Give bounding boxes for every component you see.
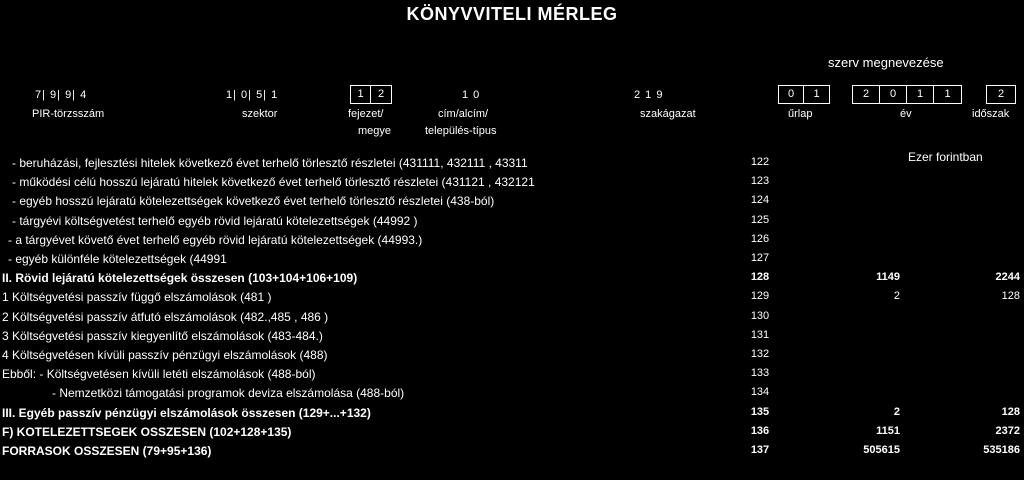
row-value-prev: 505615 (863, 444, 900, 456)
row-description: F) KOTELEZETTSEGEK OSSZESEN (102+128+135) (2, 424, 292, 439)
table-row (0, 348, 1024, 365)
row-code: 122 (750, 156, 770, 168)
urlap-digit: 0 (779, 86, 804, 103)
row-value-curr: 535186 (983, 444, 1020, 456)
row-description: - tárgyévi költségvetést terhelő egyéb rövid lejáratú kötelezettségek (44992 ) (12, 213, 418, 228)
idoszak-digit: 2 (997, 88, 1005, 100)
ev-label: év (900, 108, 912, 120)
szakagazat-code: 2 1 9 (634, 89, 664, 101)
row-description: Ebből: - Költségvetésen kívüli letéti elszámolások (488-ból) (2, 367, 316, 382)
table-row (0, 329, 1024, 346)
table-row (0, 425, 1024, 442)
row-code: 130 (750, 309, 770, 322)
row-code: 126 (750, 232, 770, 245)
ev-digit: 2 (853, 86, 880, 103)
row-value-curr: 128 (1001, 290, 1020, 303)
idoszak-label: időszak (972, 108, 1010, 120)
table-row (0, 271, 1024, 288)
table-row (0, 156, 1024, 173)
row-code: 125 (750, 213, 770, 226)
table-row (0, 194, 1024, 211)
row-value-prev: 2 (893, 405, 900, 418)
row-value-prev: 1149 (876, 271, 900, 284)
row-code: 135 (750, 405, 770, 418)
ev-box[interactable] (852, 85, 962, 104)
table-row (0, 175, 1024, 192)
row-description: - a tárgyévet követő évet terhelő egyéb rövid lejáratú kötelezettségek (44993.) (8, 232, 423, 247)
telepules-tipus-label: település-típus (425, 125, 497, 137)
row-value-prev: 2 (893, 290, 900, 303)
row-description: 2 Költségvetési passzív átfutó elszámolások (482.,485 , 486 ) (2, 309, 329, 324)
row-code: 132 (750, 348, 770, 360)
row-description: 4 Költségvetésen kívüli passzív pénzügyi elszámolások (488) (2, 348, 328, 362)
fejezet-digit: 2 (377, 88, 385, 100)
row-code: 128 (750, 271, 770, 284)
urlap-box[interactable] (778, 85, 830, 104)
row-description: FORRASOK OSSZESEN (79+95+136) (2, 444, 212, 458)
row-description: II. Rövid lejáratú kötelezettségek összesen (103+104+106+109) (2, 271, 358, 286)
table-row (0, 214, 1024, 231)
table-row (0, 386, 1024, 403)
row-value-curr: 128 (1001, 405, 1020, 418)
row-code: 124 (750, 194, 770, 207)
row-code: 137 (750, 444, 770, 456)
table-row (0, 310, 1024, 327)
row-code: 134 (750, 386, 770, 399)
row-description: - működési célú hosszú lejáratú hitelek következő évet terhelő törlesztő részletei (431121 , 432121 (12, 175, 535, 190)
page-title: KÖNYVVITELI MÉRLEG (406, 4, 618, 24)
idoszak-box[interactable] (986, 85, 1016, 104)
urlap-digit: 1 (813, 88, 820, 100)
fejezet-digit: 1 (351, 86, 371, 103)
ev-digit: 0 (880, 86, 907, 103)
szakagazat-label: szakágazat (640, 108, 696, 120)
row-description: - beruházási, fejlesztési hitelek következő évet terhelő törlesztő részletei (431111, 432111 , 43311 (12, 156, 528, 170)
ev-digit: 1 (944, 88, 951, 100)
org-name-label: szerv megnevezése (828, 55, 944, 70)
row-description: 3 Költségvetési passzív kiegyenlítő elszámolások (483-484.) (2, 328, 323, 343)
row-code: 136 (750, 424, 770, 437)
row-description: - egyéb különféle kötelezettségek (44991 (8, 252, 227, 266)
row-value-prev: 1151 (876, 424, 900, 437)
table-row (0, 406, 1024, 423)
unit-label: Ezer forintban (908, 150, 983, 164)
megye-label: megye (358, 125, 392, 137)
szektor-label: szektor (242, 108, 278, 120)
table-row (0, 367, 1024, 384)
table-row (0, 233, 1024, 250)
row-code: 123 (750, 175, 770, 188)
fejezet-label: fejezet/ (348, 108, 384, 120)
row-description: 1 Költségvetési passzív függő elszámolások (481 ) (2, 290, 272, 305)
table-row (0, 290, 1024, 307)
urlap-label: űrlap (788, 108, 813, 120)
row-description: - Nemzetközi támogatási programok deviza elszámolása (488-ból) (52, 386, 405, 401)
row-value-curr: 2244 (995, 271, 1020, 284)
cim-label: cím/alcím/ (438, 108, 489, 120)
row-code: 127 (750, 252, 770, 264)
row-code: 133 (750, 367, 770, 380)
row-description: - egyéb hosszú lejáratú kötelezettségek következő évet terhelő törlesztő részletei (438-ból) (12, 194, 495, 209)
row-description: III. Egyéb passzív pénzügyi elszámolások összesen (129+...+132) (2, 405, 371, 420)
cim-code: 1 0 (462, 89, 481, 101)
pir-code: 7| 9| 9| 4 (35, 89, 88, 101)
row-code: 129 (750, 290, 770, 303)
table-row (0, 444, 1024, 461)
ev-digit: 1 (907, 86, 934, 103)
pir-label: PIR-törzsszám (32, 108, 105, 120)
szektor-code: 1| 0| 5| 1 (226, 89, 279, 101)
row-value-curr: 2372 (995, 424, 1020, 437)
row-code: 131 (750, 328, 770, 341)
fejezet-box[interactable] (350, 85, 392, 104)
table-row (0, 252, 1024, 269)
